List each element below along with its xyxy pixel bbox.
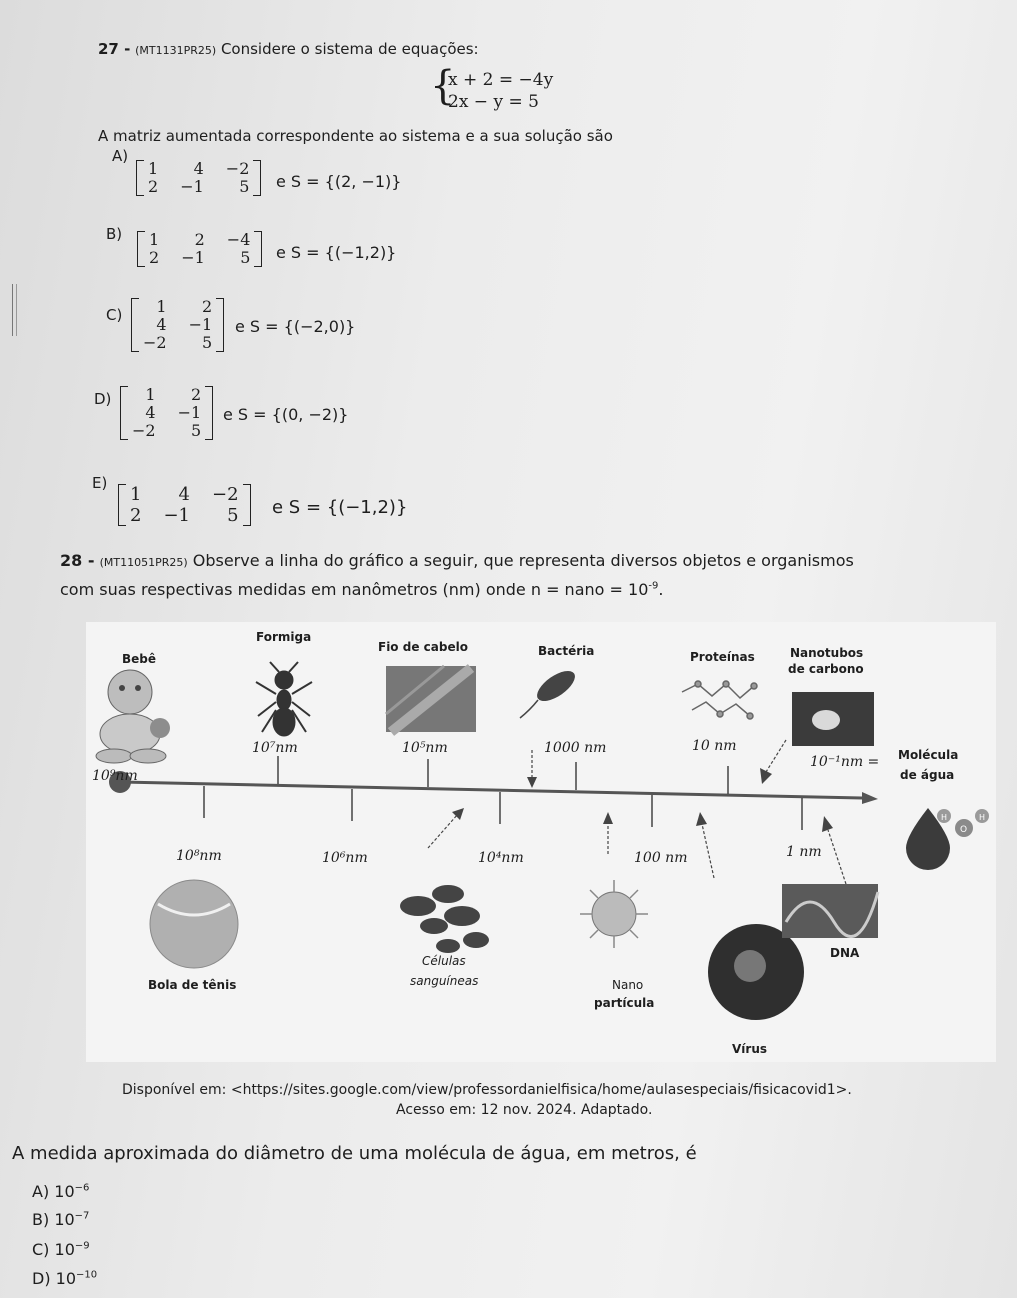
label-virus: Vírus	[732, 1042, 768, 1056]
nanoparticle-illustration	[580, 880, 648, 948]
matrix-cell: 5	[240, 248, 251, 267]
value-celulas: 10⁶nm	[322, 850, 368, 866]
q27-header	[98, 40, 479, 58]
q28-intro-end: .	[658, 580, 664, 599]
label-formiga: Formiga	[256, 630, 312, 644]
source-line-1: Disponível em: <https://sites.google.com/view/professordanielfisica/home/aulasespeciais/fisicacovid1>.	[122, 1082, 852, 1098]
answer-exponent: −10	[76, 1269, 98, 1281]
matrix-cell: 2	[191, 385, 202, 404]
value-proteinas: 10 nm	[692, 738, 737, 754]
water-molecule-illustration	[906, 808, 989, 870]
matrix-cell: −1	[181, 248, 205, 267]
scale-figure-art	[86, 622, 996, 1062]
virus-illustration	[708, 924, 804, 1020]
q27-code: (MT1131PR25)	[135, 44, 217, 57]
matrix-cell: 5	[202, 333, 213, 352]
q27-option-c-letter[interactable]: C)	[106, 306, 123, 324]
q27-option-c-matrix	[131, 298, 224, 352]
matrix-cell: 2	[148, 177, 159, 196]
label-proteinas: Proteínas	[690, 650, 755, 664]
source-line-2: Acesso em: 12 nov. 2024. Adaptado.	[396, 1102, 653, 1118]
nanotubes-illustration	[792, 692, 874, 746]
q27-option-d-matrix	[120, 386, 213, 440]
value-nanoparticula: 10⁴nm	[478, 850, 524, 866]
answer-base: 10	[54, 1240, 75, 1259]
label-nano-1: Nano	[612, 978, 644, 992]
scale-figure	[86, 622, 996, 1062]
answer-letter: B)	[32, 1210, 50, 1229]
matrix-cell: 1	[156, 297, 167, 316]
matrix-cell: −1	[177, 403, 202, 422]
equation-2: 2x − y = 5	[448, 92, 539, 112]
answer-exponent: −7	[74, 1210, 90, 1222]
label-nano-2: partícula	[594, 996, 655, 1010]
baby-illustration	[96, 670, 170, 763]
q27-number: 27 -	[98, 40, 131, 58]
label-celulas-2: sanguíneas	[410, 974, 479, 988]
matrix-cell: 4	[156, 315, 167, 334]
label-de-agua: de água	[900, 768, 955, 782]
answer-letter: C)	[32, 1240, 50, 1259]
q27-option-e-matrix	[118, 484, 251, 526]
ant-illustration	[256, 662, 312, 736]
answer-base: 10	[54, 1182, 75, 1201]
hair-illustration	[386, 666, 476, 732]
value-virus: 100 nm	[634, 850, 688, 866]
q27-option-a-solution: e S = {(2, −1)}	[276, 172, 402, 191]
matrix-cell: −1	[163, 505, 190, 526]
h-atom-label: H	[979, 813, 986, 822]
page-edge-mark	[12, 284, 17, 336]
matrix-cell: −2	[143, 333, 167, 352]
label-celulas-1: Células	[422, 954, 466, 968]
q27-option-e-solution: e S = {(−1,2)}	[272, 497, 408, 518]
value-bola-de-tenis: 10⁸nm	[176, 848, 222, 864]
matrix-cell: 1	[149, 230, 160, 249]
matrix-cell: 4	[178, 484, 190, 505]
matrix-cell: −2	[132, 421, 156, 440]
matrix-cell: −2	[225, 159, 250, 178]
matrix-cell: 4	[145, 403, 156, 422]
label-bebe: Bebê	[122, 652, 157, 666]
q28-answer-a[interactable]	[32, 1182, 89, 1201]
q28-question: A medida aproximada do diâmetro de uma molécula de água, em metros, é	[12, 1143, 697, 1164]
matrix-cell: 2	[149, 248, 160, 267]
q28-answer-d[interactable]	[32, 1269, 97, 1288]
matrix-cell: 5	[191, 421, 202, 440]
system-brace: {	[430, 63, 456, 109]
bacteria-illustration	[520, 665, 580, 718]
q28-intro-exponent: -9	[648, 580, 659, 592]
o-atom-label: O	[960, 825, 968, 835]
matrix-cell: 2	[194, 230, 205, 249]
label-fio-de-cabelo: Fio de cabelo	[378, 640, 468, 654]
label-nanotubos-1: Nanotubos	[790, 646, 864, 660]
q28-intro-text: Observe a linha do gráfico a seguir, que representa diversos objetos e organismos	[192, 551, 854, 570]
answer-letter: A)	[32, 1182, 50, 1201]
label-dna: DNA	[830, 946, 860, 960]
matrix-cell: −2	[212, 484, 239, 505]
value-bacteria: 1000 nm	[544, 740, 607, 756]
matrix-cell: −1	[180, 177, 204, 196]
blood-cells-illustration	[400, 885, 489, 953]
answer-letter: D)	[32, 1269, 51, 1288]
label-molecula: Molécula	[898, 748, 959, 762]
q28-code: (MT11051PR25)	[99, 556, 188, 569]
matrix-cell: 1	[148, 159, 159, 178]
matrix-cell: 2	[130, 505, 142, 526]
matrix-cell: −1	[188, 315, 213, 334]
q27-option-d-solution: e S = {(0, −2)}	[223, 405, 349, 424]
answer-base: 10	[55, 1269, 77, 1288]
answer-base: 10	[54, 1210, 75, 1229]
q27-option-a-matrix	[136, 160, 261, 196]
q28-number: 28 -	[60, 551, 95, 570]
q27-option-a-letter[interactable]: A)	[112, 147, 129, 165]
value-agua: 10⁻¹nm =	[810, 754, 880, 770]
dna-illustration	[782, 884, 878, 938]
value-dna: 1 nm	[786, 844, 822, 860]
answer-exponent: −9	[74, 1240, 90, 1252]
value-formiga: 10⁷nm	[252, 740, 298, 756]
q28-answer-b[interactable]	[32, 1210, 89, 1229]
q28-intro-line-2	[60, 580, 663, 599]
answer-exponent: −6	[74, 1182, 90, 1194]
matrix-cell: 5	[239, 177, 250, 196]
label-bacteria: Bactéria	[538, 644, 595, 658]
matrix-cell: 1	[130, 484, 142, 505]
matrix-cell: 1	[145, 385, 156, 404]
q27-option-b-solution: e S = {(−1,2)}	[276, 243, 397, 262]
q27-statement: A matriz aumentada correspondente ao sistema e a sua solução são	[98, 127, 613, 145]
h-atom-label: H	[941, 813, 948, 822]
matrix-cell: 2	[202, 297, 213, 316]
matrix-cell: 4	[193, 159, 204, 178]
matrix-cell: −4	[226, 230, 251, 249]
q27-option-b-letter[interactable]: B)	[106, 225, 123, 243]
proteins-illustration	[682, 681, 757, 719]
matrix-cell: 5	[227, 505, 239, 526]
q27-prompt: Considere o sistema de equações:	[220, 40, 479, 58]
q28-intro-line-1	[60, 551, 854, 570]
tennis-ball-illustration	[150, 880, 238, 968]
q27-option-c-solution: e S = {(−2,0)}	[235, 317, 356, 336]
q28-intro-text-2: com suas respectivas medidas em nanômetros (nm) onde n = nano = 10	[60, 580, 649, 599]
label-bola-de-tenis: Bola de tênis	[148, 978, 237, 992]
label-nanotubos-2: de carbono	[788, 662, 864, 676]
q27-option-e-letter[interactable]: E)	[92, 474, 108, 492]
q27-option-b-matrix	[137, 231, 262, 267]
q28-answer-c[interactable]	[32, 1240, 90, 1259]
q27-option-d-letter[interactable]: D)	[94, 390, 112, 408]
value-fio-de-cabelo: 10⁵nm	[402, 740, 448, 756]
value-bebe: 10⁹nm	[92, 768, 138, 784]
equation-1: x + 2 = −4y	[448, 70, 554, 90]
